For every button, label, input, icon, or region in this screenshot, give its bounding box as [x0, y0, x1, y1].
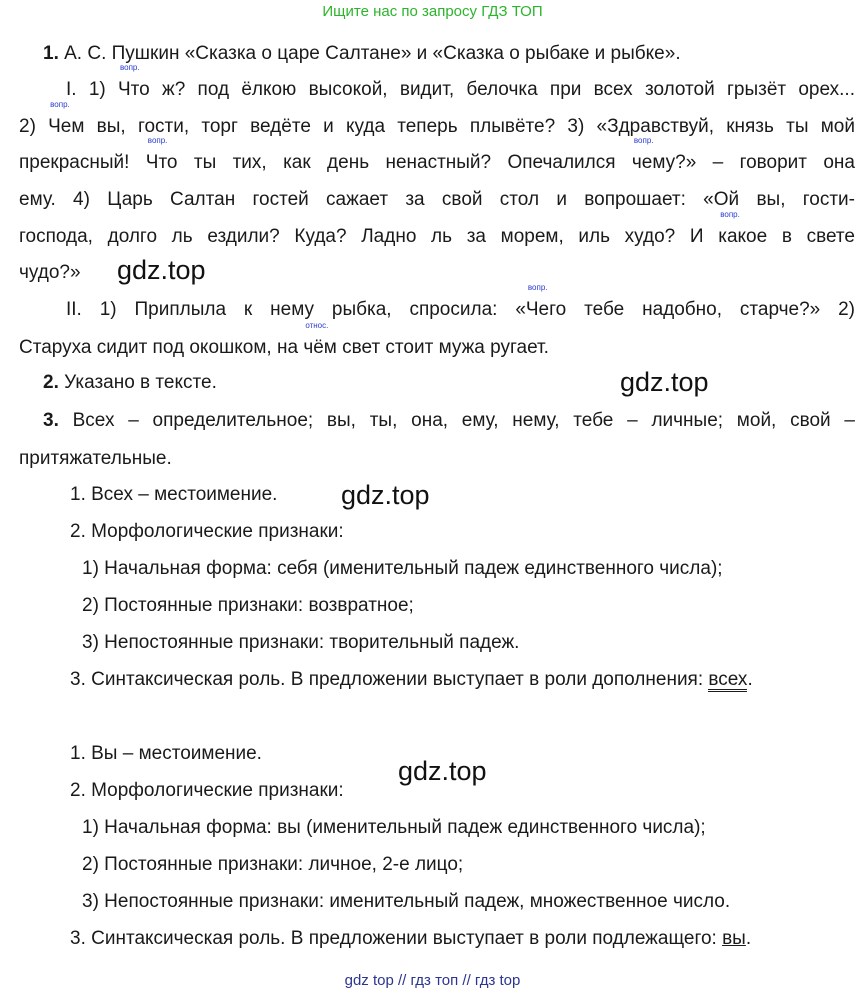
task2-number: 2.: [43, 372, 59, 393]
pronoun-word: Что: [145, 152, 178, 173]
task3-line2: притяжательные.: [19, 448, 172, 469]
annotated-word: [303, 321, 337, 360]
watermark-1: gdz.top: [117, 255, 206, 285]
text-fragment: Старуха сидит под окошком, на: [19, 337, 304, 358]
search-hint-header: Ищите нас по запросу ГДЗ ТОП: [322, 3, 543, 20]
pronoun-word: чём: [303, 337, 337, 358]
text-fragment: свет стоит мужа ругает.: [336, 337, 549, 358]
pronoun-word: какое: [718, 226, 768, 247]
word-tag: вопр.: [633, 136, 654, 145]
parse1-sub1: 1) Начальная форма: себя (именительный падеж единственного числа);: [82, 558, 723, 579]
parse2-sub3: 3) Непостоянные признаки: именительный падеж, множественное число.: [82, 891, 731, 912]
watermark-4: gdz.top: [398, 756, 487, 786]
parse1-item2: 2. Морфологические признаки:: [70, 521, 344, 542]
pronoun-word: Что: [117, 79, 150, 100]
annotated-word: [631, 136, 676, 175]
text-fragment: 3. Синтаксическая роль. В предложении выступает в роли дополнения:: [70, 669, 709, 690]
word-tag: вопр.: [147, 136, 168, 145]
task3-number: 3.: [43, 410, 59, 431]
parse1-item1: 1. Всех – местоимение.: [70, 484, 278, 505]
pronoun-word: Чего: [525, 299, 567, 320]
footer-watermark: gdz top // гдз топ // гдз top: [344, 972, 521, 989]
task1-p1-line5: [19, 210, 855, 249]
task2: [43, 371, 217, 395]
pronoun-word: Чем: [48, 116, 85, 137]
text-fragment: ?» – говорит она: [675, 152, 855, 173]
subject-word: вы: [722, 928, 746, 949]
parse2-item1: 1. Вы – местоимение.: [70, 743, 262, 764]
task1-number: 1.: [43, 43, 59, 64]
watermark-2: gdz.top: [620, 367, 709, 397]
parse1-item3: [70, 668, 753, 692]
text-fragment: господа, долго ль ездили? Куда? Ладно ль за морем, иль худо? И: [19, 226, 719, 247]
text-fragment: I. 1): [66, 79, 118, 100]
text-fragment: в свете: [767, 226, 855, 247]
text-fragment: ты тих, как день ненастный? Опечалился: [177, 152, 632, 173]
task1-p2-line1: [66, 283, 855, 322]
text-fragment: 3. Синтаксическая роль. В предложении выступает в роли подлежащего:: [70, 928, 723, 949]
task1-title-text: А. С. Пушкин «Сказка о царе Салтане» и «Сказка о рыбаке и рыбке».: [58, 43, 681, 64]
annotated-word: [525, 283, 567, 322]
parse1-sub3: 3) Непостоянные признаки: творительный падеж.: [82, 632, 520, 653]
task2-text: Указано в тексте.: [58, 372, 217, 393]
watermark-3: gdz.top: [341, 480, 430, 510]
task1-p1-line6: чудо?»: [19, 262, 81, 283]
text-fragment: вы, гости, торг ведёте и куда теперь плывёте? 3) «Здравствуй, князь ты мой: [84, 116, 855, 137]
word-tag: вопр.: [527, 283, 548, 292]
task3-text: Всех – определительное; вы, ты, она, ему, нему, тебе – личные; мой, свой –: [58, 410, 855, 431]
task1-p1-line2: [19, 100, 855, 139]
pronoun-word: чему: [631, 152, 676, 173]
task1-p1-line3: [19, 136, 855, 175]
parse2-item2: 2. Морфологические признаки:: [70, 780, 344, 801]
text-fragment: прекрасный!: [19, 152, 146, 173]
text-fragment: .: [745, 928, 752, 949]
text-fragment: .: [747, 669, 753, 690]
text-fragment: 2): [19, 116, 49, 137]
text-fragment: ж? под ёлкою высокой, видит, белочка при всех золотой грызёт орех...: [149, 79, 855, 100]
parse2-sub1: 1) Начальная форма: вы (именительный падеж единственного числа);: [82, 817, 706, 838]
task1-p1-line1: [66, 63, 855, 102]
word-tag: относ.: [305, 321, 329, 330]
annotated-word: [48, 100, 85, 139]
word-tag: вопр.: [119, 63, 140, 72]
word-tag: вопр.: [50, 100, 70, 109]
parse2-item3: [70, 927, 751, 951]
task1-p2-line2: [19, 321, 549, 360]
annotated-word: [718, 210, 768, 249]
annotated-word: [117, 63, 150, 102]
task3-line1: [43, 409, 855, 433]
text-fragment: тебе надобно, старче?» 2): [566, 299, 855, 320]
annotated-word: [145, 136, 178, 175]
text-fragment: II. 1) Приплыла к нему рыбка, спросила: «: [66, 299, 526, 320]
task1-p1-line4: ему. 4) Царь Салтан гостей сажает за свой стол и вопрошает: «Ой вы, гости-: [19, 189, 855, 210]
parse1-sub2: 2) Постоянные признаки: возвратное;: [82, 595, 414, 616]
object-word: всех: [708, 669, 748, 690]
parse2-sub2: 2) Постоянные признаки: личное, 2-е лицо;: [82, 854, 464, 875]
word-tag: вопр.: [720, 210, 740, 219]
